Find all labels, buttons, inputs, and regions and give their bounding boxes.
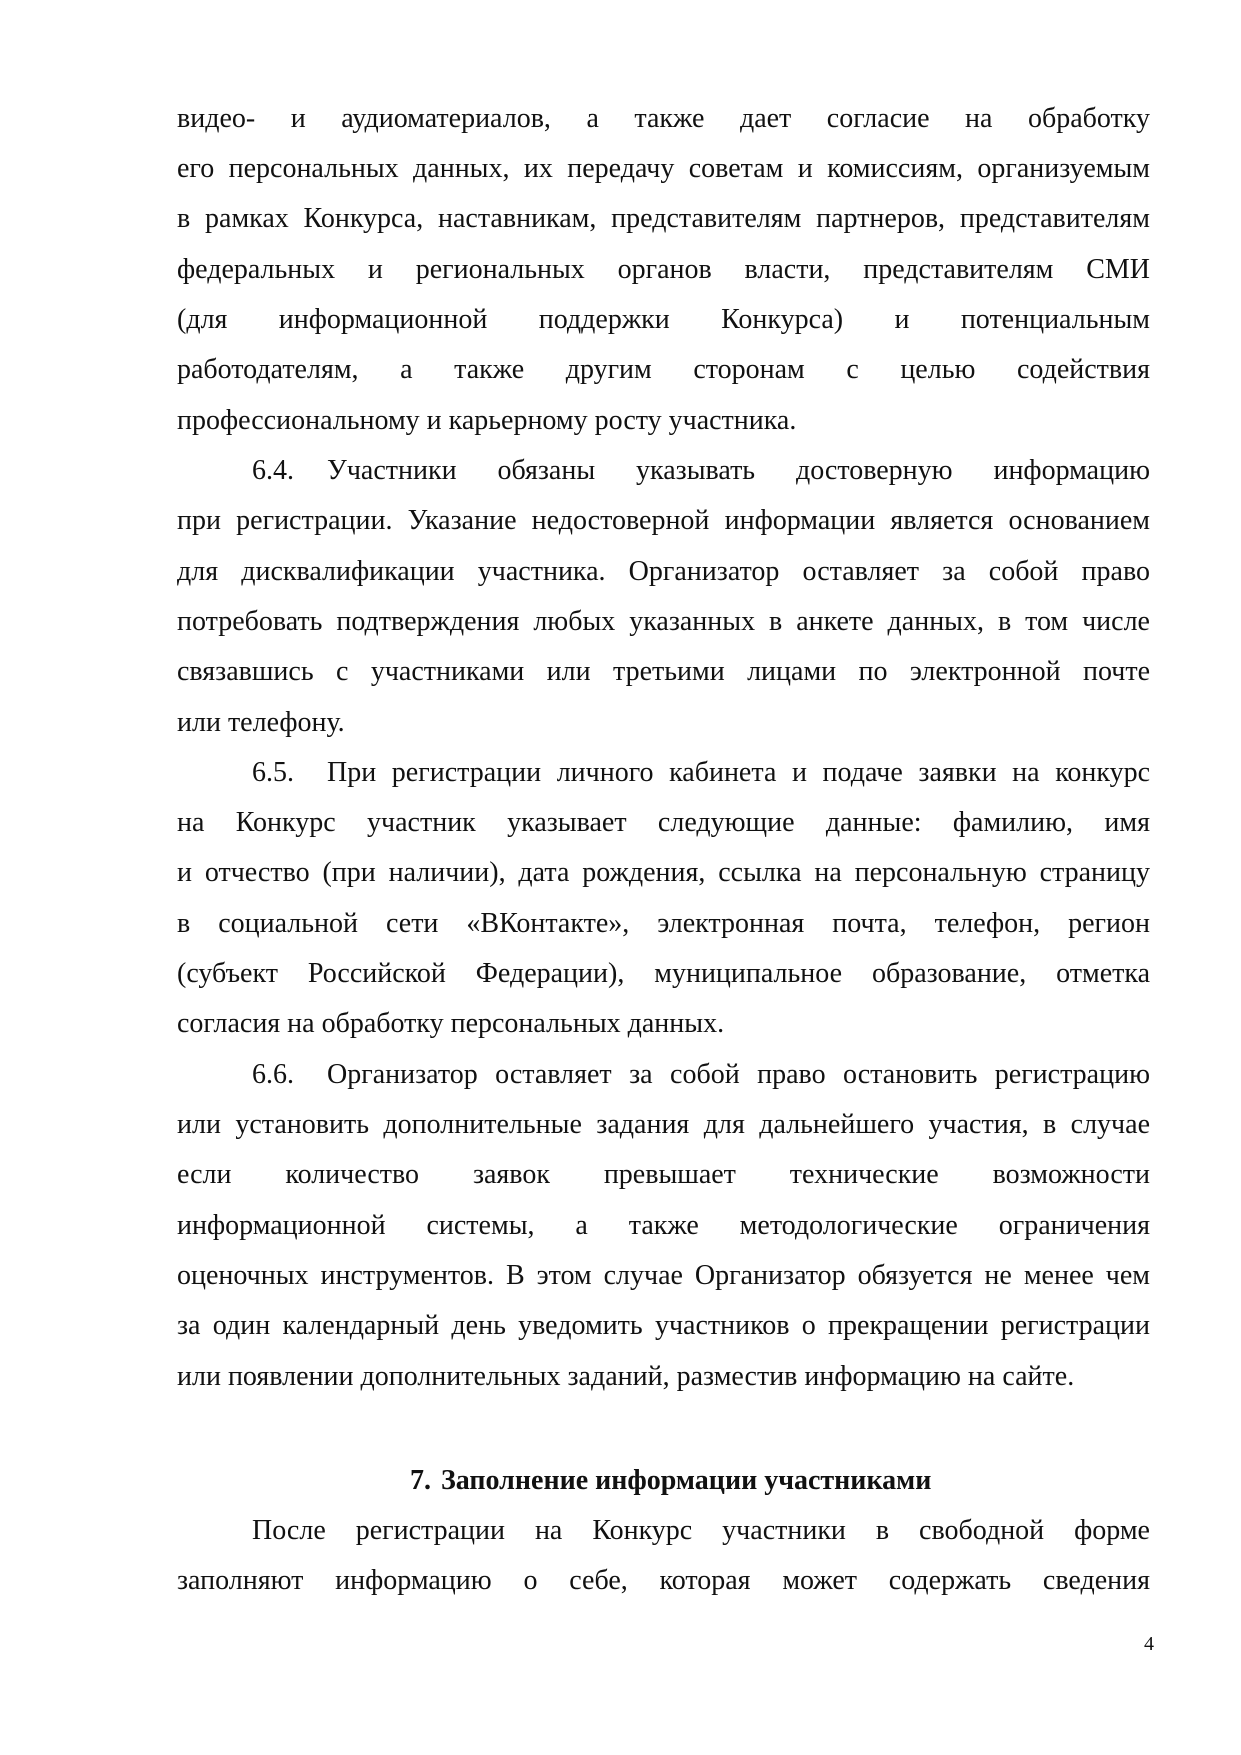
text-line: за один календарный день уведомить участников о прекращении регистрации [177, 1310, 1150, 1341]
text-line: (субъект Российской Федерации), муниципальное образование, отметка [177, 958, 1150, 989]
text-line: связавшись с участниками или третьими лицами по электронной почте [177, 656, 1150, 687]
text-line: или установить дополнительные задания для дальнейшего участия, в случае [177, 1109, 1150, 1140]
text-line: Организатор оставляет за собой право остановить регистрацию [327, 1059, 1150, 1090]
text-line: работодателям, а также другим сторонам с целью содействия [177, 354, 1150, 385]
paragraph-6-4-first-line [252, 454, 1150, 488]
text-line: федеральных и региональных органов власти, представителям СМИ [177, 254, 1150, 285]
text-line: если количество заявок превышает технические возможности [177, 1159, 1150, 1190]
paragraph-number: 6.4. [252, 455, 294, 486]
text-line: информационной системы, а также методологические ограничения [177, 1210, 1150, 1241]
paragraph-number: 6.5. [252, 757, 294, 788]
text-line: потребовать подтверждения любых указанных в анкете данных, в том числе [177, 606, 1150, 637]
text-line: После регистрации на Конкурс участники в свободной форме [252, 1515, 1150, 1546]
text-line: или появлении дополнительных заданий, разместив информацию на сайте. [177, 1361, 1075, 1392]
section-heading [410, 1464, 970, 1498]
text-line: профессиональному и карьерному росту участника. [177, 405, 797, 436]
text-line: и отчество (при наличии), дата рождения, ссылка на персональную страницу [177, 857, 1150, 888]
text-line: При регистрации личного кабинета и подаче заявки на конкурс [327, 757, 1150, 788]
text-line: (для информационной поддержки Конкурса) и потенциальным [177, 304, 1150, 335]
text-line: для дисквалификации участника. Организатор оставляет за собой право [177, 556, 1150, 587]
text-line: в рамках Конкурса, наставникам, представителям партнеров, представителям [177, 203, 1150, 234]
text-line: его персональных данных, их передачу советам и комиссиям, организуемым [177, 153, 1150, 184]
paragraph-number: 6.6. [252, 1059, 294, 1090]
text-line: заполняют информацию о себе, которая может содержать сведения [177, 1565, 1150, 1596]
text-line: в социальной сети «ВКонтакте», электронная почта, телефон, регион [177, 908, 1150, 939]
text-line: Участники обязаны указывать достоверную информацию [327, 455, 1150, 486]
paragraph-6-5-first-line [252, 756, 1150, 790]
text-line: видео- и аудиоматериалов, а также дает согласие на обработку [177, 103, 1150, 134]
page-number: 4 [1144, 1633, 1154, 1655]
text-line: оценочных инструментов. В этом случае Организатор обязуется не менее чем [177, 1260, 1150, 1291]
text-line: при регистрации. Указание недостоверной информации является основанием [177, 505, 1150, 536]
text-line: или телефону. [177, 707, 345, 738]
text-line: на Конкурс участник указывает следующие данные: фамилию, имя [177, 807, 1150, 838]
text-line: согласия на обработку персональных данных. [177, 1008, 725, 1039]
section-title: Заполнение информации участниками [441, 1465, 932, 1496]
section-number: 7. [410, 1465, 431, 1496]
paragraph-6-6-first-line [252, 1058, 1150, 1092]
